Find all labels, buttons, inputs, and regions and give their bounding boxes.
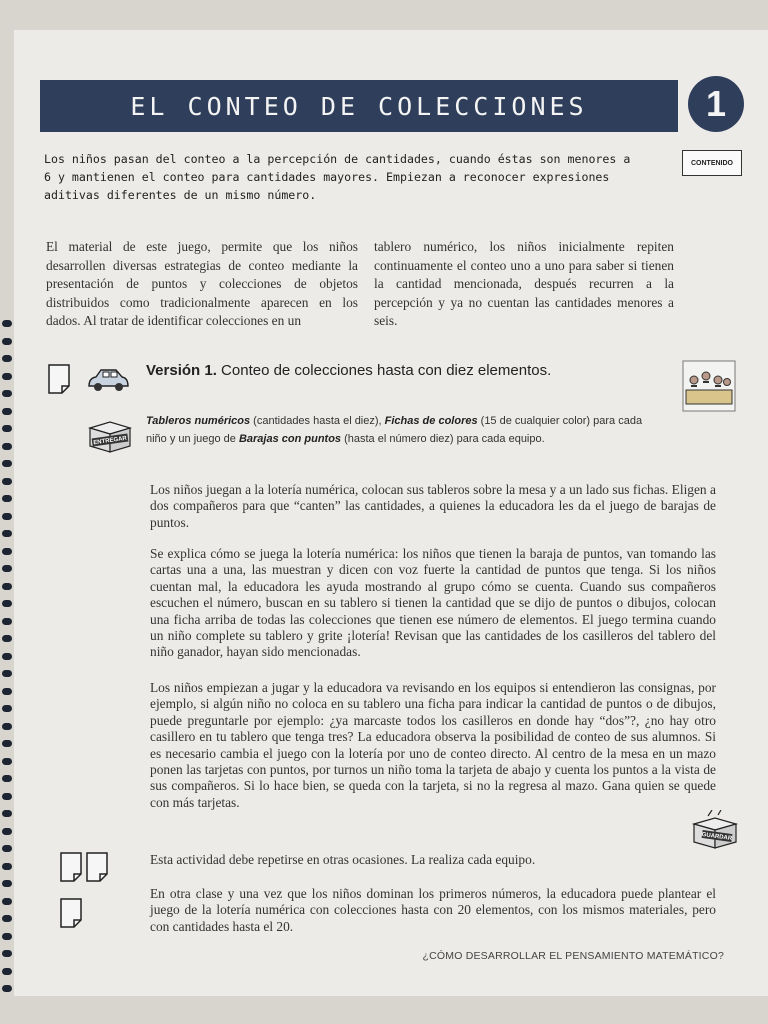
spiral-ring: [2, 583, 12, 590]
spiral-ring: [2, 810, 12, 817]
paragraph-2: Se explica cómo se juega la lotería numérica: los niños que tienen la baraja de puntos, van tomando las cartas una a una, las muestran y dicen con voz fuerte la cantidad de puntos que tenga. Si los niños cuentan mal, la educadora les ayuda mostrando al grupo cómo se cuenta. Cuando sus compañeros escuchen el número, buscan en su tablero si tienen la cantidad que se dijo de puntos o dibujos, colocan una ficha arriba de todas las colecciones que tienen ese número de elementos. El juego termina cuando un niño complete su tablero y grite ¡lotería! Revisan que las cantidades de los casilleros del tablero del niño ganador, hayan sido mencionadas.: [150, 546, 716, 660]
spiral-ring: [2, 530, 12, 537]
spiral-ring: [2, 618, 12, 625]
spiral-ring: [2, 863, 12, 870]
spiral-ring: [2, 950, 12, 957]
material-tableros-note: (cantidades hasta el diez),: [250, 415, 385, 427]
spiral-ring: [2, 968, 12, 975]
spiral-ring: [2, 985, 12, 992]
page-title: EL CONTEO DE COLECCIONES: [40, 80, 678, 132]
intro-text: Los niños pasan del conteo a la percepción de cantidades, cuando éstas son menores a 6 y mantienen el conteo para cantidades mayores. Empiezan a reconocer expresiones aditivas diferentes de un mismo número.: [44, 152, 631, 202]
material-fichas: Fichas de colores: [384, 415, 478, 427]
page-icon-double-2: [86, 852, 108, 882]
spiral-ring: [2, 775, 12, 782]
page-icon-single: [60, 898, 82, 928]
spiral-ring: [2, 565, 12, 572]
spiral-ring: [2, 460, 12, 467]
spiral-ring: [2, 688, 12, 695]
spiral-ring: [2, 933, 12, 940]
spiral-ring: [2, 758, 12, 765]
paragraph-1: Los niños juegan a la lotería numérica, colocan sus tableros sobre la mesa y a un lado sus fichas. Eligen a dos compañeros para que “canten” las cantidades, a quienes la educadora les da el juego de barajas de puntos.: [150, 482, 716, 530]
car-icon: [86, 366, 130, 394]
spiral-ring: [2, 793, 12, 800]
contenido-tag: CONTENIDO: [682, 150, 742, 176]
children-illustration-icon: [682, 360, 736, 412]
spiral-ring: [2, 478, 12, 485]
page-icon-double-1: [60, 852, 82, 882]
material-fichas-note: (15 de cualquier color) para cada niño y un juego de: [146, 415, 643, 445]
chapter-number: 1: [688, 76, 744, 132]
entregar-label: ENTREGAR: [93, 435, 128, 447]
spiral-ring: [2, 320, 12, 327]
material-barajas-note: (hasta el número diez) para cada equipo.: [341, 433, 545, 445]
spiral-ring: [2, 355, 12, 362]
guardar-label: GUARDAR: [701, 831, 733, 843]
spiral-ring: [2, 828, 12, 835]
spiral-ring: [2, 443, 12, 450]
spiral-ring: [2, 425, 12, 432]
spiral-ring: [2, 373, 12, 380]
spiral-ring: [2, 723, 12, 730]
paragraph-5: En otra clase y una vez que los niños dominan los primeros números, la educadora puede plantear el juego de la lotería numérica con colecciones hasta con 20 elementos, con los mismos materiales, pero con cantidades hasta el 20.: [150, 886, 716, 934]
spiral-ring: [2, 898, 12, 905]
spiral-ring: [2, 740, 12, 747]
spiral-ring: [2, 635, 12, 642]
materials-list: [146, 412, 646, 448]
spiral-ring: [2, 338, 12, 345]
version-title: [146, 362, 551, 379]
spiral-ring: [2, 408, 12, 415]
spiral-ring: [2, 548, 12, 555]
document-page: [14, 30, 768, 996]
entregar-box-icon: [86, 414, 134, 454]
guardar-box-icon: [690, 810, 740, 852]
spiral-ring: [2, 513, 12, 520]
material-tableros: Tableros numéricos: [146, 415, 251, 427]
version-text: Conteo de colecciones hasta con diez elementos.: [221, 362, 552, 379]
page-footer: ¿CÓMO DESARROLLAR EL PENSAMIENTO MATEMÁTICO?: [422, 950, 724, 962]
spiral-ring: [2, 705, 12, 712]
paragraph-4: Esta actividad debe repetirse en otras ocasiones. La realiza cada equipo.: [150, 852, 536, 867]
version-label: Versión 1.: [146, 362, 217, 379]
spiral-ring: [2, 653, 12, 660]
column-left: El material de este juego, permite que los niños desarrollen diversas estrategias de conteo mediante la presentación de puntos y colecciones de objetos distribuidos como tradicionalmente aparecen en los dados. Al tratar de identificar colecciones en un: [46, 239, 358, 328]
spiral-ring: [2, 495, 12, 502]
material-barajas: Barajas con puntos: [238, 433, 342, 445]
spiral-ring: [2, 880, 12, 887]
spiral-ring: [2, 390, 12, 397]
spiral-ring: [2, 845, 12, 852]
paragraph-3: Los niños empiezan a jugar y la educadora va revisando en los equipos si entendieron las consignas, por ejemplo, si algún niño no coloca en su tablero una ficha para indicar la cantidad de puntos o de dibujos, puede preguntarle por ejemplo: ¿ya marcaste todos los casilleros en donde hay “dos”?, ¿no hay otro casillero en tu tablero que tenga tres? La educadora observa la posibilidad de conteo de sus alumnos. Si es necesario cambia el juego con la lotería por uno de conteo directo. Al centro de la mesa en un mazo ponen las tarjetas con puntos, por turnos un niño toma la tarjeta de abajo y cuenta los puntos a la vista de sus compañeros. Si lo hace bien, se queda con la tarjeta, si no la regresa al mazo. Gana quien se quede con más tarjetas.: [150, 680, 716, 810]
spiral-ring: [2, 915, 12, 922]
spiral-ring: [2, 600, 12, 607]
page-icon: [48, 364, 70, 394]
spiral-ring: [2, 670, 12, 677]
column-right: tablero numérico, los niños inicialmente repiten continuamente el conteo uno a uno para saber si tienen la cantidad mencionada, después recurren a la percepción y ya no cuentan las cantidades menores a seis.: [374, 239, 674, 328]
